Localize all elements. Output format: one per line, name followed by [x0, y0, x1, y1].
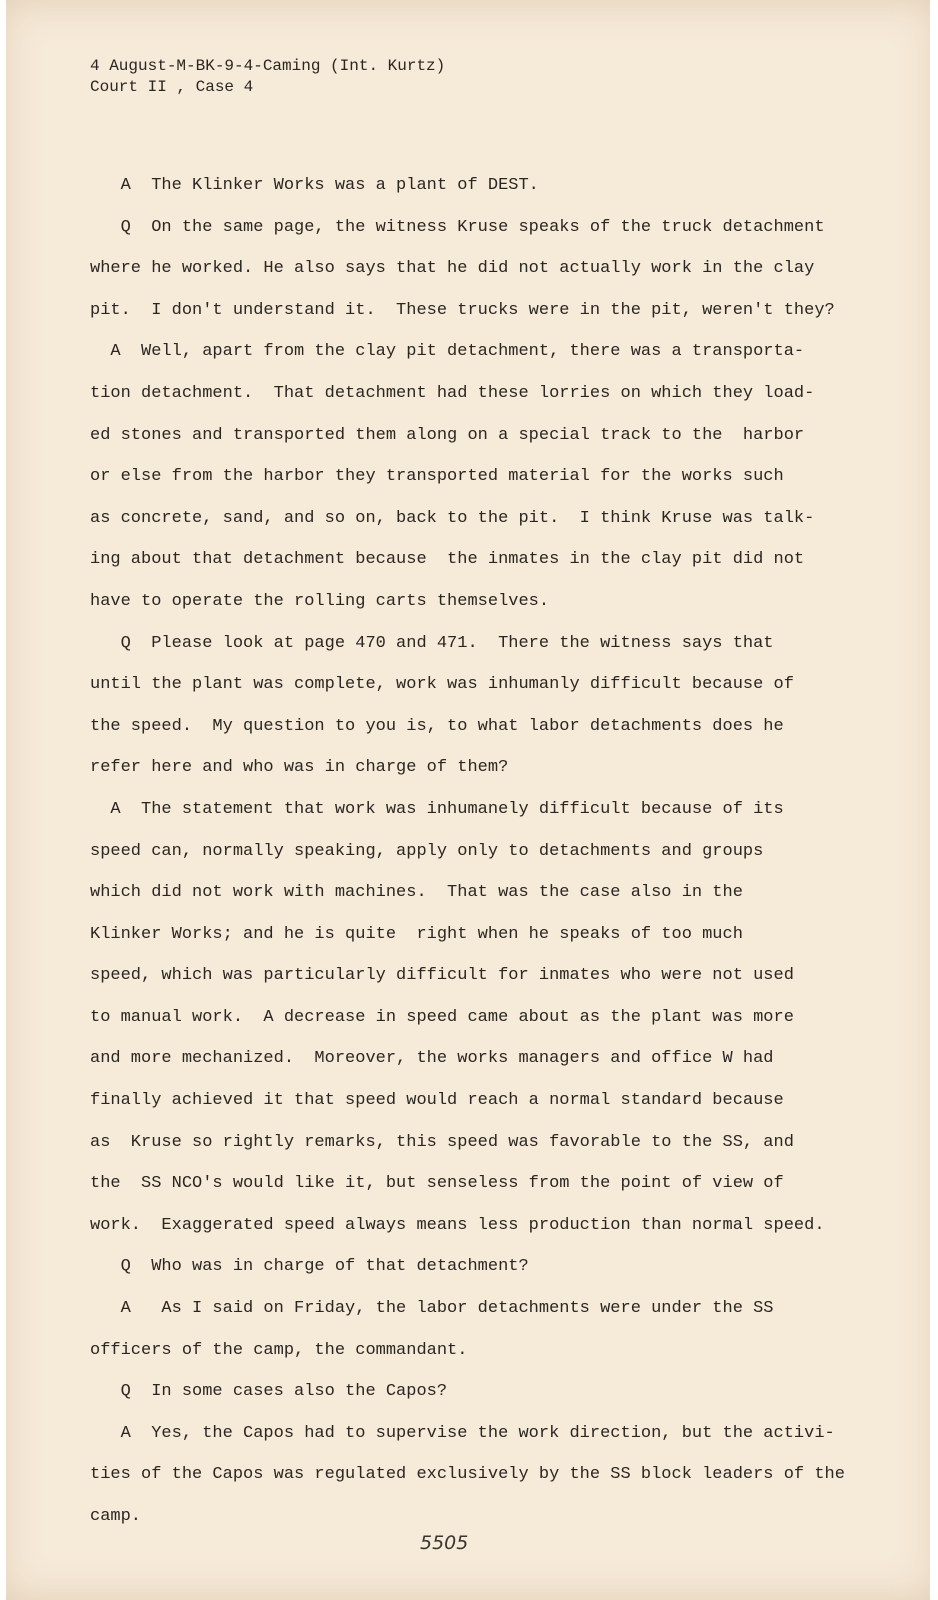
- text-line: officers of the camp, the commandant.: [90, 1340, 468, 1360]
- text-line: finally achieved it that speed would reach a normal standard because: [90, 1091, 784, 1111]
- document-header: [90, 56, 445, 98]
- text-line: Q Please look at page 470 and 471. There the witness says that: [90, 633, 774, 653]
- text-line: pit. I don't understand it. These trucks were in the pit, weren't they?: [90, 300, 835, 320]
- text-line: ing about that detachment because the inmates in the clay pit did not: [90, 550, 805, 570]
- text-line: the SS NCO's would like it, but senseless from the point of view of: [90, 1174, 784, 1194]
- text-line: where he worked. He also says that he did not actually work in the clay: [90, 259, 815, 279]
- text-line: until the plant was complete, work was inhumanly difficult because of: [90, 675, 794, 695]
- text-line: to manual work. A decrease in speed came about as the plant was more: [90, 1007, 794, 1027]
- text-line: as Kruse so rightly remarks, this speed was favorable to the SS, and: [90, 1132, 794, 1152]
- text-line: and more mechanized. Moreover, the works managers and office W had: [90, 1049, 774, 1069]
- text-line: ties of the Capos was regulated exclusively by the SS block leaders of the: [90, 1465, 845, 1485]
- page-number: 5505: [420, 1532, 469, 1554]
- transcript-body: [90, 176, 850, 1549]
- header-line-2: Court II , Case 4: [90, 78, 254, 96]
- text-line: A Yes, the Capos had to supervise the work direction, but the activi-: [90, 1423, 835, 1443]
- text-line: work. Exaggerated speed always means less production than normal speed.: [90, 1215, 825, 1235]
- text-line: which did not work with machines. That was the case also in the: [90, 883, 743, 903]
- text-line: speed, which was particularly difficult for inmates who were not used: [90, 966, 794, 986]
- text-line: the speed. My question to you is, to what labor detachments does he: [90, 716, 784, 736]
- text-line: ed stones and transported them along on a special track to the harbor: [90, 425, 805, 445]
- text-line: A As I said on Friday, the labor detachments were under the SS: [90, 1299, 774, 1319]
- header-line-1: 4 August-M-BK-9-4-Caming (Int. Kurtz): [90, 57, 446, 75]
- text-line: Klinker Works; and he is quite right when he speaks of too much: [90, 924, 743, 944]
- text-line: A Well, apart from the clay pit detachment, there was a transporta-: [90, 342, 805, 362]
- text-line: as concrete, sand, and so on, back to the pit. I think Kruse was talk-: [90, 508, 815, 528]
- scan-border-right: [930, 0, 938, 1600]
- text-line: tion detachment. That detachment had these lorries on which they load-: [90, 383, 815, 403]
- text-line: A The Klinker Works was a plant of DEST.: [90, 176, 539, 195]
- text-line: speed can, normally speaking, apply only to detachments and groups: [90, 841, 764, 861]
- text-line: have to operate the rolling carts themselves.: [90, 591, 550, 611]
- text-line: or else from the harbor they transported material for the works such: [90, 467, 784, 487]
- text-line: Q In some cases also the Capos?: [90, 1382, 448, 1402]
- scan-border-left: [0, 0, 6, 1600]
- text-line: camp.: [90, 1507, 142, 1526]
- text-line: A The statement that work was inhumanely difficult because of its: [90, 799, 784, 819]
- text-line: Q On the same page, the witness Kruse speaks of the truck detachment: [90, 217, 825, 237]
- text-line: refer here and who was in charge of them?: [90, 758, 509, 778]
- text-line: Q Who was in charge of that detachment?: [90, 1257, 529, 1277]
